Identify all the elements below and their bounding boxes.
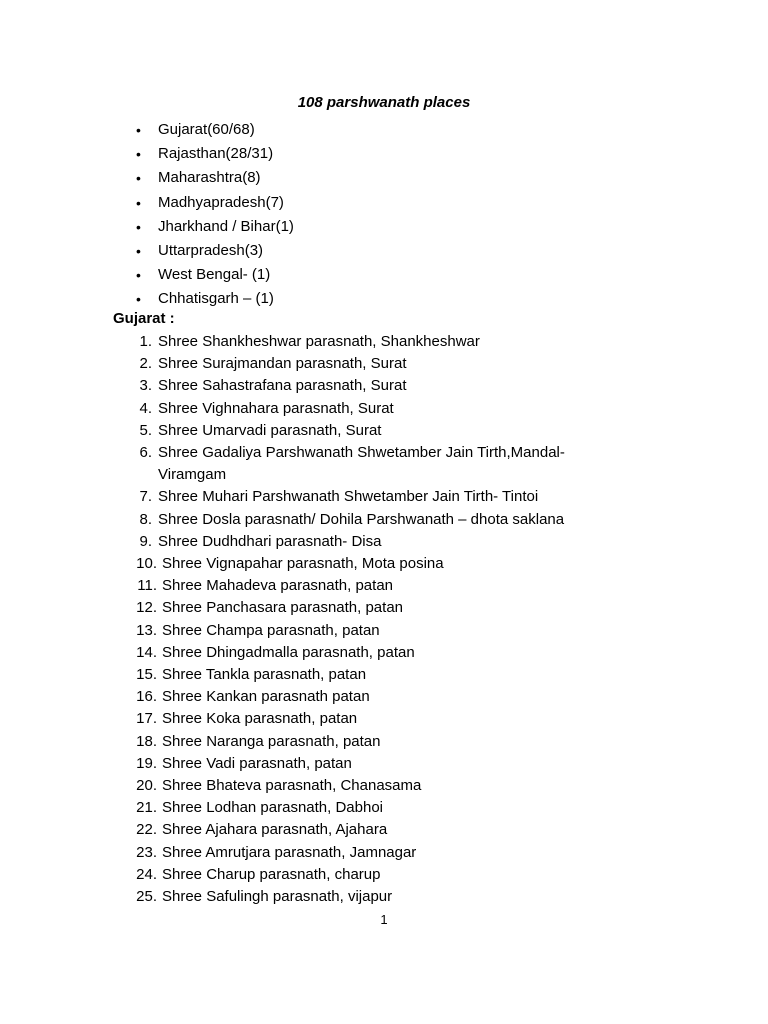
item-number: 5. — [139, 421, 152, 439]
bullet-icon: • — [136, 218, 141, 235]
item-text: Shree Lodhan parasnath, Dabhoi — [162, 799, 384, 817]
item-number: 25. — [136, 888, 157, 906]
list-item — [0, 708, 602, 730]
bullet-icon: • — [136, 242, 141, 259]
item-number: 8. — [139, 510, 152, 528]
list-item — [0, 819, 602, 841]
item-number: 17. — [136, 710, 157, 728]
item-number: 7. — [139, 488, 152, 506]
item-number: 2. — [139, 355, 152, 373]
item-number: 20. — [136, 777, 157, 795]
item-text: Shree Safulingh parasnath, vijapur — [162, 888, 393, 906]
item-text: Shree Naranga parasnath, patan — [162, 732, 381, 750]
item-text: Shree Dosla parasnath/ Dohila Parshwanath – dhota saklana — [158, 510, 565, 528]
item-text: Shree Umarvadi parasnath, Surat — [158, 421, 382, 439]
region-label: Rajasthan(28/31) — [158, 145, 274, 163]
item-text: Shree Koka parasnath, patan — [162, 710, 358, 728]
item-text: Shree Panchasara parasnath, patan — [162, 599, 404, 617]
item-text: Shree Amrutjara parasnath, Jamnagar — [162, 843, 417, 861]
item-text: Shree Mahadeva parasnath, patan — [162, 577, 393, 595]
region-label: Chhatisgarh – (1) — [158, 290, 274, 308]
list-item — [0, 842, 602, 864]
item-number: 15. — [136, 666, 157, 684]
list-item — [0, 442, 602, 486]
region-label: West Bengal- (1) — [158, 266, 271, 284]
list-item — [0, 420, 602, 442]
item-text: Shree Champa parasnath, patan — [162, 621, 380, 639]
bullet-icon: • — [136, 267, 141, 284]
item-number: 23. — [136, 843, 157, 861]
item-number: 4. — [139, 399, 152, 417]
section-heading: Gujarat : — [113, 310, 175, 327]
item-number: 21. — [136, 799, 157, 817]
list-item — [0, 797, 602, 819]
list-item — [0, 575, 602, 597]
list-item — [0, 553, 602, 575]
list-item — [0, 731, 602, 753]
list-item — [0, 398, 602, 420]
list-item — [0, 331, 602, 353]
item-text: Shree Tankla parasnath, patan — [162, 666, 367, 684]
bullet-icon: • — [136, 122, 141, 138]
region-label: Uttarpradesh(3) — [158, 241, 264, 259]
item-text: Shree Muhari Parshwanath Shwetamber Jain Tirth- Tintoi — [158, 488, 539, 506]
item-text: Shree Sahastrafana parasnath, Surat — [158, 377, 407, 395]
list-item — [0, 597, 602, 619]
item-text: Shree Shankheshwar parasnath, Shankheshwar — [158, 333, 480, 350]
list-item — [0, 531, 602, 553]
item-number: 19. — [136, 754, 157, 772]
item-text: Shree Vadi parasnath, patan — [162, 754, 352, 772]
item-number: 1. — [139, 333, 152, 350]
item-number: 24. — [136, 865, 157, 883]
item-text: Shree Dhingadmalla parasnath, patan — [162, 643, 415, 661]
item-number: 6. — [139, 444, 152, 462]
item-text: Shree Surajmandan parasnath, Surat — [158, 355, 407, 373]
page-number: 1 — [380, 912, 388, 927]
item-number: 3. — [139, 377, 152, 395]
item-text: Shree Charup parasnath, charup — [162, 865, 381, 883]
region-label: Gujarat(60/68) — [158, 121, 255, 138]
list-item — [0, 620, 602, 642]
list-item — [0, 642, 602, 664]
list-item — [0, 686, 602, 708]
list-item — [0, 664, 602, 686]
region-label: Madhyapradesh(7) — [158, 193, 284, 211]
list-item — [0, 486, 602, 508]
region-label: Maharashtra(8) — [158, 169, 261, 187]
bullet-icon: • — [136, 291, 141, 308]
item-text: Shree Kankan parasnath patan — [162, 688, 370, 706]
bullet-icon: • — [136, 146, 141, 163]
item-text: Shree Dudhdhari parasnath- Disa — [158, 532, 382, 550]
item-number: 11. — [137, 577, 157, 595]
item-number: 18. — [136, 732, 157, 750]
item-number: 13. — [136, 621, 157, 639]
list-item — [0, 375, 602, 397]
item-number: 12. — [136, 599, 157, 617]
gujarat-place-list — [0, 331, 602, 908]
page-title: 108 parshwanath places — [297, 94, 471, 111]
item-number: 10. — [136, 555, 157, 573]
item-text: Shree Vighnahara parasnath, Surat — [158, 399, 394, 417]
item-text: Shree Vignapahar parasnath, Mota posina — [162, 555, 444, 573]
item-text: Shree Ajahara parasnath, Ajahara — [162, 821, 388, 839]
bullet-icon: • — [136, 194, 141, 211]
item-number: 22. — [136, 821, 157, 839]
item-number: 9. — [139, 532, 152, 550]
item-text: Shree Bhateva parasnath, Chanasama — [162, 777, 422, 795]
region-label: Jharkhand / Bihar(1) — [158, 217, 294, 235]
item-number: 14. — [136, 643, 157, 661]
bullet-icon: • — [136, 170, 141, 187]
list-item — [0, 775, 602, 797]
list-item — [0, 886, 602, 908]
list-item — [0, 353, 602, 375]
item-number: 16. — [136, 688, 157, 706]
list-item — [0, 509, 602, 531]
list-item — [0, 864, 602, 886]
item-text: Shree Gadaliya Parshwanath Shwetamber Jain Tirth,Mandal-Viramgam — [158, 444, 565, 484]
list-item — [0, 753, 602, 775]
